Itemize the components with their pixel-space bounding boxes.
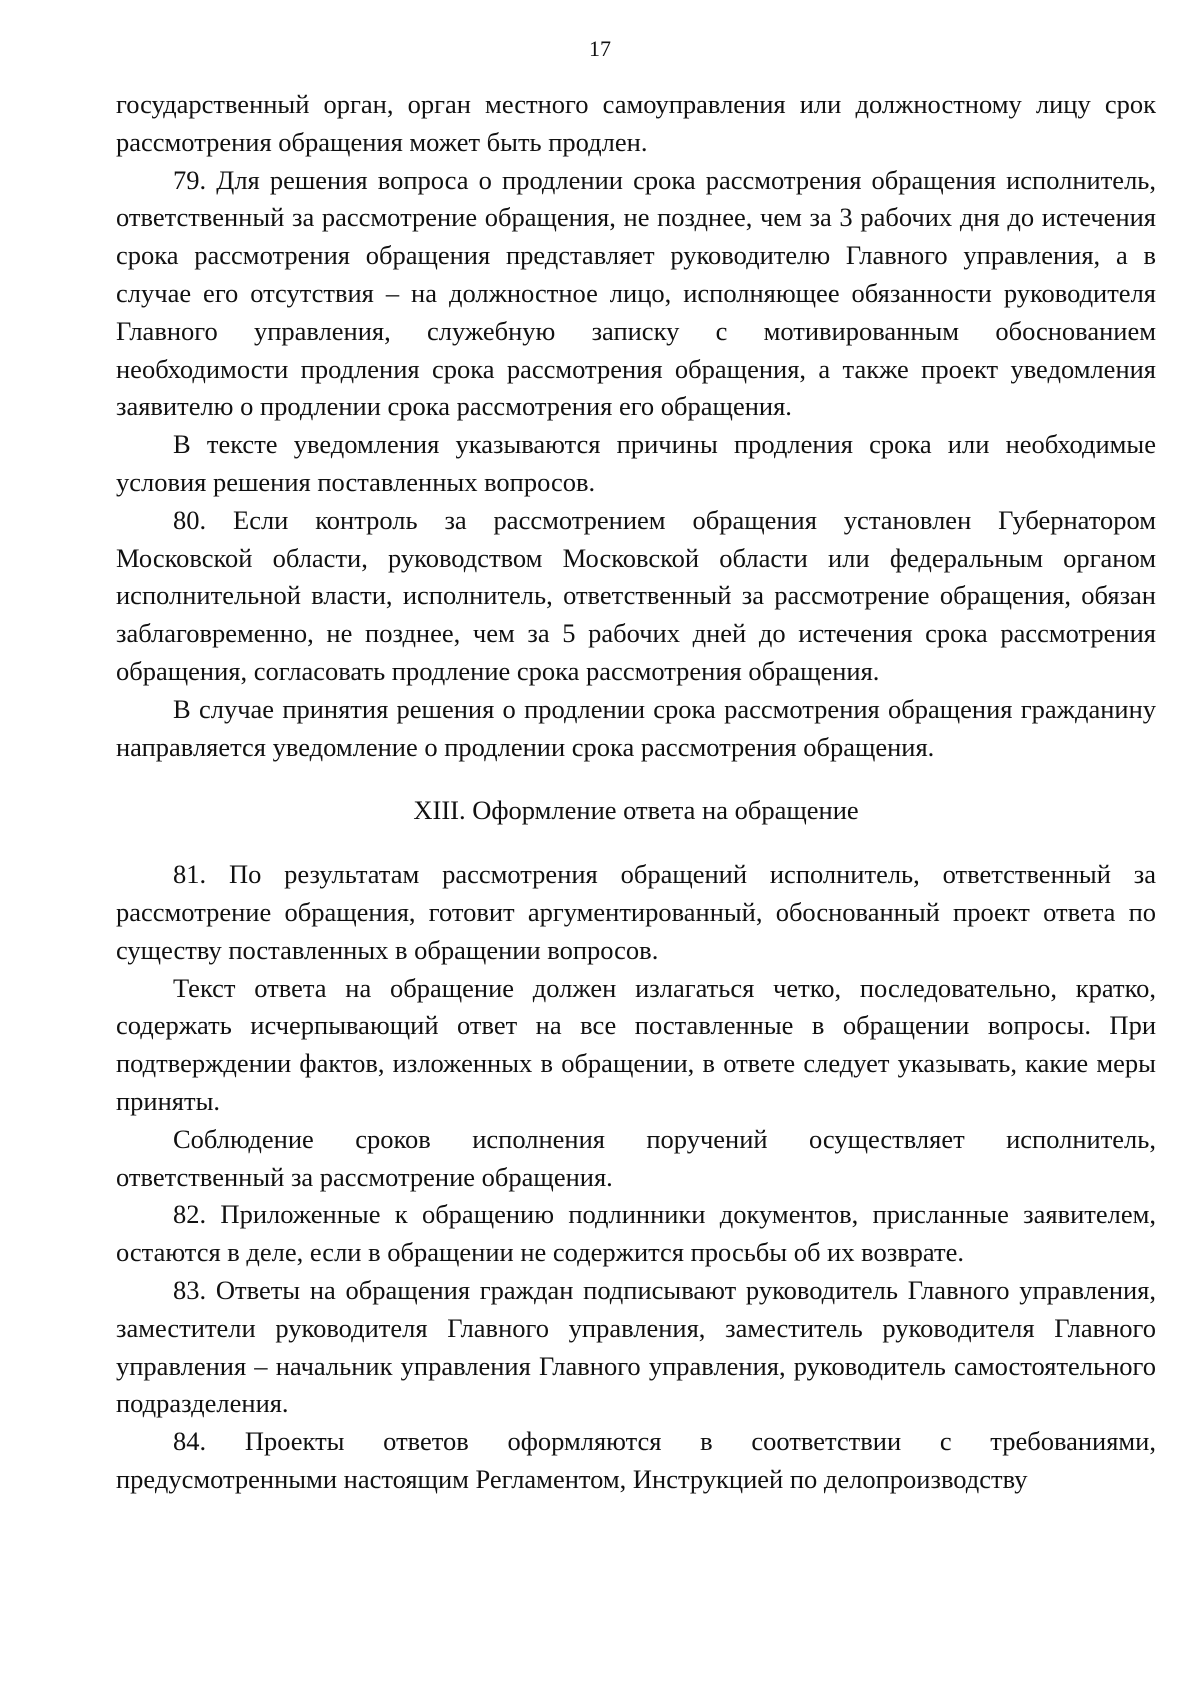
- paragraph-80: 80. Если контроль за рассмотрением обращения установлен Губернатором Московской области, руководством Московской области или федеральным органом исполнительной власти, исполнитель, ответственный за рассмотрение обращения, обязан заблаговременно, не позднее, чем за 5 рабочих дней до истечения срока рассмотрения обращения, согласовать продление срока рассмотрения обращения.: [116, 504, 1156, 686]
- paragraph-answer-text: Текст ответа на обращение должен излагаться четко, последовательно, кратко, содержать исчерпывающий ответ на все поставленные в обращении вопросы. При подтверждении фактов, изложенных в обращении, в ответе следует указывать, какие меры приняты.: [116, 972, 1156, 1116]
- section-heading: XIII. Оформление ответа на обращение: [413, 795, 859, 826]
- paragraph-deadlines: Соблюдение сроков исполнения поручений осуществляет исполнитель, ответственный за рассмотрение обращения.: [116, 1123, 1156, 1192]
- paragraph-84: 84. Проекты ответов оформляются в соответствии с требованиями, предусмотренными настоящим Регламентом, Инструкцией по делопроизводству: [116, 1426, 1156, 1494]
- page-number: 17: [589, 36, 611, 61]
- paragraph-81: 81. По результатам рассмотрения обращений исполнитель, ответственный за рассмотрение обращения, готовит аргументированный, обоснованный проект ответа по существу поставленных в обращении вопросов.: [116, 859, 1156, 965]
- paragraph-79: 79. Для решения вопроса о продлении срока рассмотрения обращения исполнитель, ответственный за рассмотрение обращения, не позднее, чем за 3 рабочих дня до истечения срока рассмотрения обращения представляет руководителю Главного управления, а в случае его отсутствия – на должностное лицо, исполняющее обязанности руководителя Главного управления, служебную записку с мотивированным обоснованием необходимости продления срока рассмотрения обращения, а также проект уведомления заявителю о продлении срока рассмотрения его обращения.: [116, 164, 1156, 422]
- paragraph-82: 82. Приложенные к обращению подлинники документов, присланные заявителем, остаются в деле, если в обращении не содержится просьбы об их возврате.: [116, 1199, 1156, 1268]
- paragraph-continuation: государственный орган, орган местного самоуправления или должностному лицу срок рассмотрения обращения может быть продлен.: [116, 89, 1156, 157]
- document-body: [116, 86, 1156, 1499]
- paragraph-extension-decision: В случае принятия решения о продлении срока рассмотрения обращения гражданину направляется уведомление о продлении срока рассмотрения обращения.: [116, 693, 1156, 762]
- paragraph-notification-text: В тексте уведомления указываются причины продления срока или необходимые условия решения поставленных вопросов.: [116, 429, 1156, 497]
- paragraph-83: 83. Ответы на обращения граждан подписывают руководитель Главного управления, заместители руководителя Главного управления, заместитель руководителя Главного управления – начальник управления Главного управления, руководитель самостоятельного подразделения.: [116, 1274, 1156, 1419]
